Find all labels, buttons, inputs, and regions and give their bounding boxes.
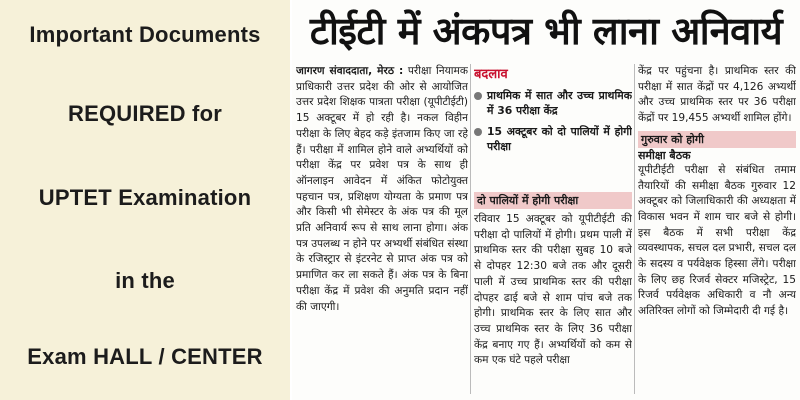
promo-line-4: in the <box>115 268 175 293</box>
change-bullet-text: 15 अक्टूबर को दो पालियों में होगी परीक्षा <box>487 125 632 153</box>
promo-line-3: UPTET Examination <box>38 185 252 210</box>
article-body-col3-bottom: यूपीटीईटी परीक्षा से संबंधित तमाम तैयारियों की समीक्षा बैठक गुरुवार 12 अक्टूबर को जिलाधिकारी की अध्यक्षता में विकास भवन में शाम चार बजे से होगी। इस बैठक में सभी परीक्षा केंद्र व्यवस्थापक, सचल दल प्रभारी, सचल दल के सदस्य व पर्यवेक्षक हिस्सा लेंगे। परीक्षा के लिए छह रिजर्व सेक्टर मजिस्ट्रेट, 15 रिजर्व पर्यवेक्षक अधिकारी व नौ अन्य अतिरिक्त लोगों को जिम्मेदारी दी गई है। <box>638 163 796 318</box>
change-bullet <box>474 124 632 154</box>
article-column-2 <box>474 64 632 400</box>
change-bullet-text: प्राथमिक में सात और उच्च प्राथमिक में 36 परीक्षा केंद्र <box>487 89 632 117</box>
promo-line-2: REQUIRED for <box>68 101 222 126</box>
section-subhead: दो पालियों में होगी परीक्षा <box>474 192 632 209</box>
bullet-dot-icon <box>474 92 482 100</box>
article-column-3 <box>638 64 796 400</box>
section-subhead-line2: समीक्षा बैठक <box>638 148 691 162</box>
promo-line-5: Exam HALL / CENTER <box>27 344 263 369</box>
change-box <box>474 66 632 188</box>
article-byline: जागरण संवाददाता, मेरठ : <box>296 65 404 77</box>
promo-line-1: Important Documents <box>29 22 261 47</box>
newspaper-clipping <box>292 0 800 400</box>
article-headline: टीईटी में अंकपत्र भी लाना अनिवार्य <box>309 9 783 53</box>
column-divider <box>634 64 635 394</box>
change-box-title: बदलाव <box>474 67 508 82</box>
bullet-dot-icon <box>474 128 482 136</box>
promo-panel <box>0 0 290 400</box>
change-bullet <box>474 88 632 118</box>
column-divider <box>470 64 471 394</box>
article-body-col3-top: केंद्र पर पहुंचना है। प्राथमिक स्तर की परीक्षा में सात केंद्रों पर 4,126 अभ्यर्थी और उच्च प्राथमिक स्तर पर 36 परीक्षा केंद्रों पर 19,455 अभ्यर्थी शामिल होंगे। <box>638 65 796 125</box>
article-column-1 <box>296 64 468 400</box>
article-body-col2: रविवार 15 अक्टूबर को यूपीटीईटी की परीक्षा दो पालियों में होगी। प्रथम पाली में प्राथमिक स्तर की परीक्षा सुबह 10 बजे से दोपहर 12:30 बजे तक और दूसरी पाली में उच्च प्राथमिक स्तर की परीक्षा दोपहर ढाई बजे से शाम पांच बजे तक होगी। प्राथमिक स्तर के लिए सात और उच्च प्राथमिक स्तर के लिए 36 परीक्षा केंद्र बनाए गए हैं। अभ्यर्थियों को कम से कम एक घंटे पहले परीक्षा <box>474 213 632 367</box>
section-subhead: गुरुवार को होगी <box>638 131 796 148</box>
article-body-col1: परीक्षा नियामक प्राधिकारी उत्तर प्रदेश की ओर से आयोजित उत्तर प्रदेश शिक्षक पात्रता परीक्षा (यूपीटीईटी) 15 अक्टूबर में हो रही है। नकल विहीन परीक्षा के लिए बेहद कड़े इंतजाम किए जा रहे हैं। परीक्षा में शामिल होने वाले अभ्यर्थियों को परीक्षा केंद्र पर प्रवेश पत्र के साथ ही ऑनलाइन आवेदन में अंकित फोटोयुक्त पहचान पत्र, प्रशिक्षण योग्यता के प्रमाण पत्र और किसी भी सेमेस्टर के अंक पत्र की मूल प्रति अनिवार्य रूप से साथ लाना होगा। अंक पत्र उपलब्ध न होने पर अभ्यर्थी संबंधित संस्था के रजिस्ट्रार से इंटरनेट से प्राप्त अंक पत्र को प्रमाणित कर ला सकते हैं। अंक पत्र के बिना परीक्षा केंद्र में प्रवेश की अनुमति प्रदान नहीं की जाएगी। <box>296 65 468 313</box>
